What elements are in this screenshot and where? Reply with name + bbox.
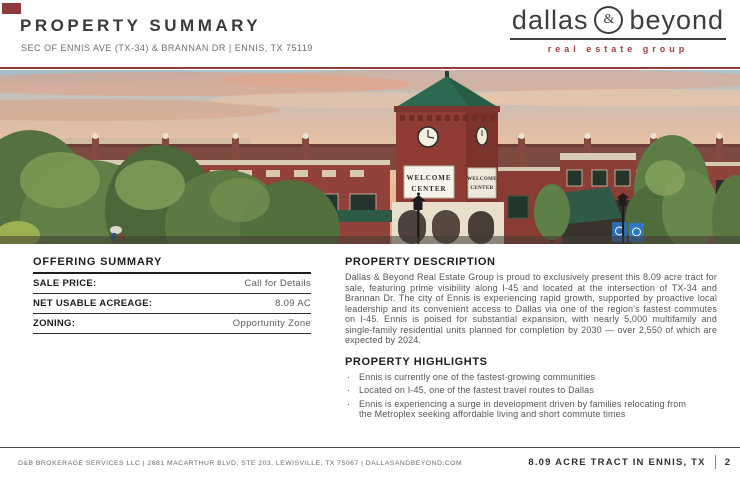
page-number: 2 bbox=[724, 456, 730, 468]
svg-text:CENTER: CENTER bbox=[411, 185, 447, 193]
ground-shadow bbox=[0, 236, 740, 244]
svg-text:WELCOME: WELCOME bbox=[466, 177, 498, 182]
row-label: NET USABLE ACREAGE: bbox=[33, 298, 153, 309]
property-description-title: PROPERTY DESCRIPTION bbox=[345, 256, 496, 268]
highlight-text: Located on I-45, one of the fastest travel routes to Dallas bbox=[359, 385, 594, 396]
company-logo-name bbox=[510, 6, 726, 34]
highlight-item bbox=[347, 372, 717, 383]
table-row-net-usable-acreage bbox=[33, 294, 311, 314]
bullet-icon: · bbox=[347, 385, 350, 396]
svg-text:CENTER: CENTER bbox=[470, 186, 494, 191]
company-logo bbox=[510, 6, 726, 54]
corner-accent-mark bbox=[2, 3, 21, 14]
svg-text:WELCOME: WELCOME bbox=[406, 174, 452, 182]
offering-summary-table bbox=[33, 256, 311, 334]
property-description-section bbox=[345, 256, 717, 423]
highlight-text: Ennis is currently one of the fastest-growing communities bbox=[359, 371, 596, 382]
footer-tract-title: 8.09 ACRE TRACT IN ENNIS, TX bbox=[528, 456, 706, 468]
offering-summary-title: OFFERING SUMMARY bbox=[33, 256, 311, 274]
clock-face-side bbox=[477, 127, 488, 145]
property-description-body: Dallas & Beyond Real Estate Group is proud to exclusively present this 8.09 acre tract for sale, featuring prime visibility along I-45 and located at the intersection of TX-34 and Brannan Dr. The city of Ennis is experiencing rapid growth, supported by proactive local leadership and its convenient access to Dallas via one of the region's fastest commutes on I-45. Ennis is poised for substantial expansion, with nearly 5,000 multifamily and single-family residential units planned for completion by 2030 — over 2,550 of which are expected by 2024. bbox=[345, 272, 717, 346]
row-value: Call for Details bbox=[244, 278, 311, 289]
logo-tagline: real estate group bbox=[547, 44, 689, 54]
row-value: Opportunity Zone bbox=[232, 318, 311, 329]
ampersand-circle-icon: & bbox=[594, 6, 623, 34]
table-row-sale-price bbox=[33, 274, 311, 294]
highlight-item bbox=[347, 399, 717, 420]
highlight-item bbox=[347, 385, 717, 396]
welcome-center-sign-side bbox=[467, 168, 497, 198]
property-highlights-title: PROPERTY HIGHLIGHTS bbox=[345, 355, 488, 368]
content-area bbox=[0, 244, 740, 447]
table-row-zoning bbox=[33, 314, 311, 334]
brokerage-contact-info: D&B BROKERAGE SERVICES LLC | 2681 MACARTHUR BLVD, STE 203, LEWISVILLE, TX 75067 | DALLASANDBEYOND.COM bbox=[18, 460, 463, 467]
logo-underline bbox=[510, 38, 726, 40]
row-label: SALE PRICE: bbox=[33, 278, 97, 289]
header-divider-rule bbox=[0, 67, 740, 69]
footer-right-group bbox=[528, 455, 730, 469]
logo-word-beyond: beyond bbox=[629, 4, 725, 35]
bullet-icon: · bbox=[347, 371, 350, 382]
logo-word-dallas: dallas bbox=[511, 4, 589, 35]
welcome-center-sign bbox=[404, 166, 454, 198]
row-value: 8.09 AC bbox=[275, 298, 311, 309]
highlight-text: Ennis is experiencing a surge in development driven by families relocating from the Metroplex seeking affordable living and short commute times bbox=[359, 398, 687, 420]
page-footer bbox=[0, 447, 740, 480]
page-title: PROPERTY SUMMARY bbox=[20, 16, 262, 35]
property-photo bbox=[0, 70, 740, 244]
page-subtitle: SEC OF ENNIS AVE (TX-34) & BRANNAN DR | ENNIS, TX 75119 bbox=[21, 43, 313, 53]
row-label: ZONING: bbox=[33, 318, 76, 329]
clock-face bbox=[418, 127, 438, 147]
bullet-icon: · bbox=[347, 398, 350, 409]
footer-divider bbox=[715, 455, 716, 469]
property-photo-illustration bbox=[0, 70, 740, 244]
